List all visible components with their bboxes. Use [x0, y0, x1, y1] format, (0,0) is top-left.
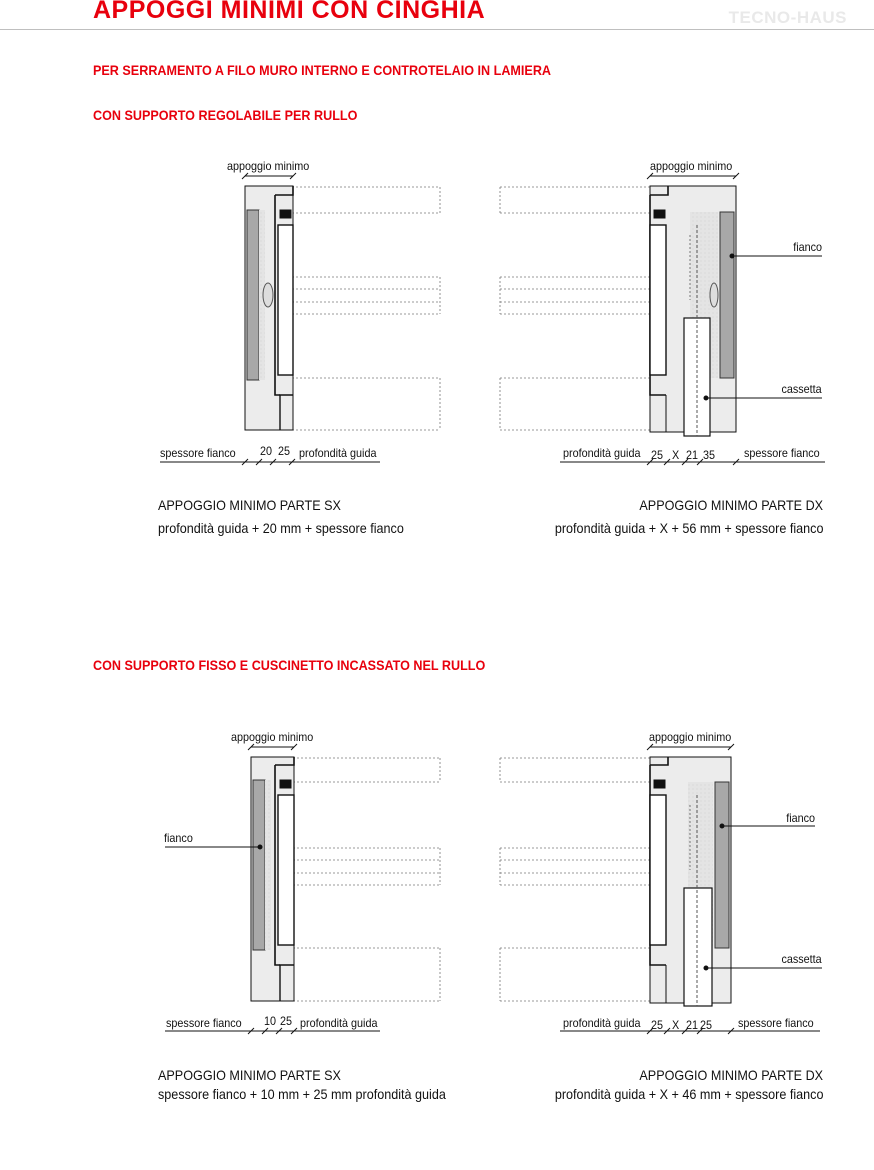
s1-right-bottom-right-label: spessore fianco: [744, 446, 820, 460]
s1-right-top-label: appoggio minimo: [650, 159, 733, 173]
s2-right-caption-formula: profondità guida + X + 46 mm + spessore fianco: [554, 1086, 823, 1102]
s1-right-caption-title: APPOGGIO MINIMO PARTE DX: [639, 497, 823, 513]
s2-right-top-label: appoggio minimo: [649, 730, 732, 744]
s2-left-caption-formula: spessore fianco + 10 mm + 25 mm profondità guida: [158, 1086, 446, 1102]
section1-heading: CON SUPPORTO REGOLABILE PER RULLO: [93, 107, 358, 123]
s1-right-dim-2: X: [672, 448, 680, 462]
s1-right-cassetta-label: cassetta: [781, 382, 822, 396]
s1-left-top-label: appoggio minimo: [227, 159, 310, 173]
s2-right-dim-2: X: [672, 1018, 680, 1032]
s2-right-dim-3: 21: [686, 1018, 699, 1032]
page-title: APPOGGI MINIMI CON CINGHIA: [93, 0, 486, 24]
drawing-s2-left: [165, 744, 440, 1034]
drawing-s1-left: [160, 173, 440, 465]
s1-right-dim-4: 35: [703, 448, 716, 462]
s2-left-caption-title: APPOGGIO MINIMO PARTE SX: [158, 1067, 341, 1083]
s1-right-dim-3: 21: [686, 448, 699, 462]
s2-right-dim-1: 25: [651, 1018, 664, 1032]
brand-logo-text: TECNO-HAUS: [728, 8, 847, 27]
s2-left-fianco-label: fianco: [164, 831, 193, 845]
s1-left-dim-1: 20: [260, 444, 273, 458]
s2-left-dim-2: 25: [280, 1014, 293, 1028]
s2-left-dim-1: 10: [264, 1014, 277, 1028]
s1-left-dim-2: 25: [278, 444, 291, 458]
drawing-s1-right: [500, 173, 825, 465]
s2-right-dim-4: 25: [700, 1018, 713, 1032]
s2-right-fianco-label: fianco: [786, 811, 815, 825]
section2-heading: CON SUPPORTO FISSO E CUSCINETTO INCASSATO NEL RULLO: [93, 657, 486, 673]
s2-left-bottom-left-label: spessore fianco: [166, 1016, 242, 1030]
s1-left-caption-title: APPOGGIO MINIMO PARTE SX: [158, 497, 341, 513]
drawing-s2-right: [500, 744, 822, 1034]
s2-left-bottom-right-label: profondità guida: [300, 1016, 378, 1030]
intro-heading: PER SERRAMENTO A FILO MURO INTERNO E CONTROTELAIO IN LAMIERA: [93, 62, 552, 78]
s1-right-caption-formula: profondità guida + X + 56 mm + spessore fianco: [554, 520, 823, 536]
s2-right-cassetta-label: cassetta: [781, 952, 822, 966]
s2-right-bottom-left-label: profondità guida: [563, 1016, 641, 1030]
s1-right-bottom-left-label: profondità guida: [563, 446, 641, 460]
s2-left-top-label: appoggio minimo: [231, 730, 314, 744]
s1-right-dim-1: 25: [651, 448, 664, 462]
s2-right-caption-title: APPOGGIO MINIMO PARTE DX: [639, 1067, 823, 1083]
s1-left-caption-formula: profondità guida + 20 mm + spessore fianco: [158, 520, 404, 536]
s1-left-bottom-right-label: profondità guida: [299, 446, 377, 460]
s1-right-fianco-label: fianco: [793, 240, 822, 254]
s1-left-bottom-left-label: spessore fianco: [160, 446, 236, 460]
s2-right-bottom-right-label: spessore fianco: [738, 1016, 814, 1030]
